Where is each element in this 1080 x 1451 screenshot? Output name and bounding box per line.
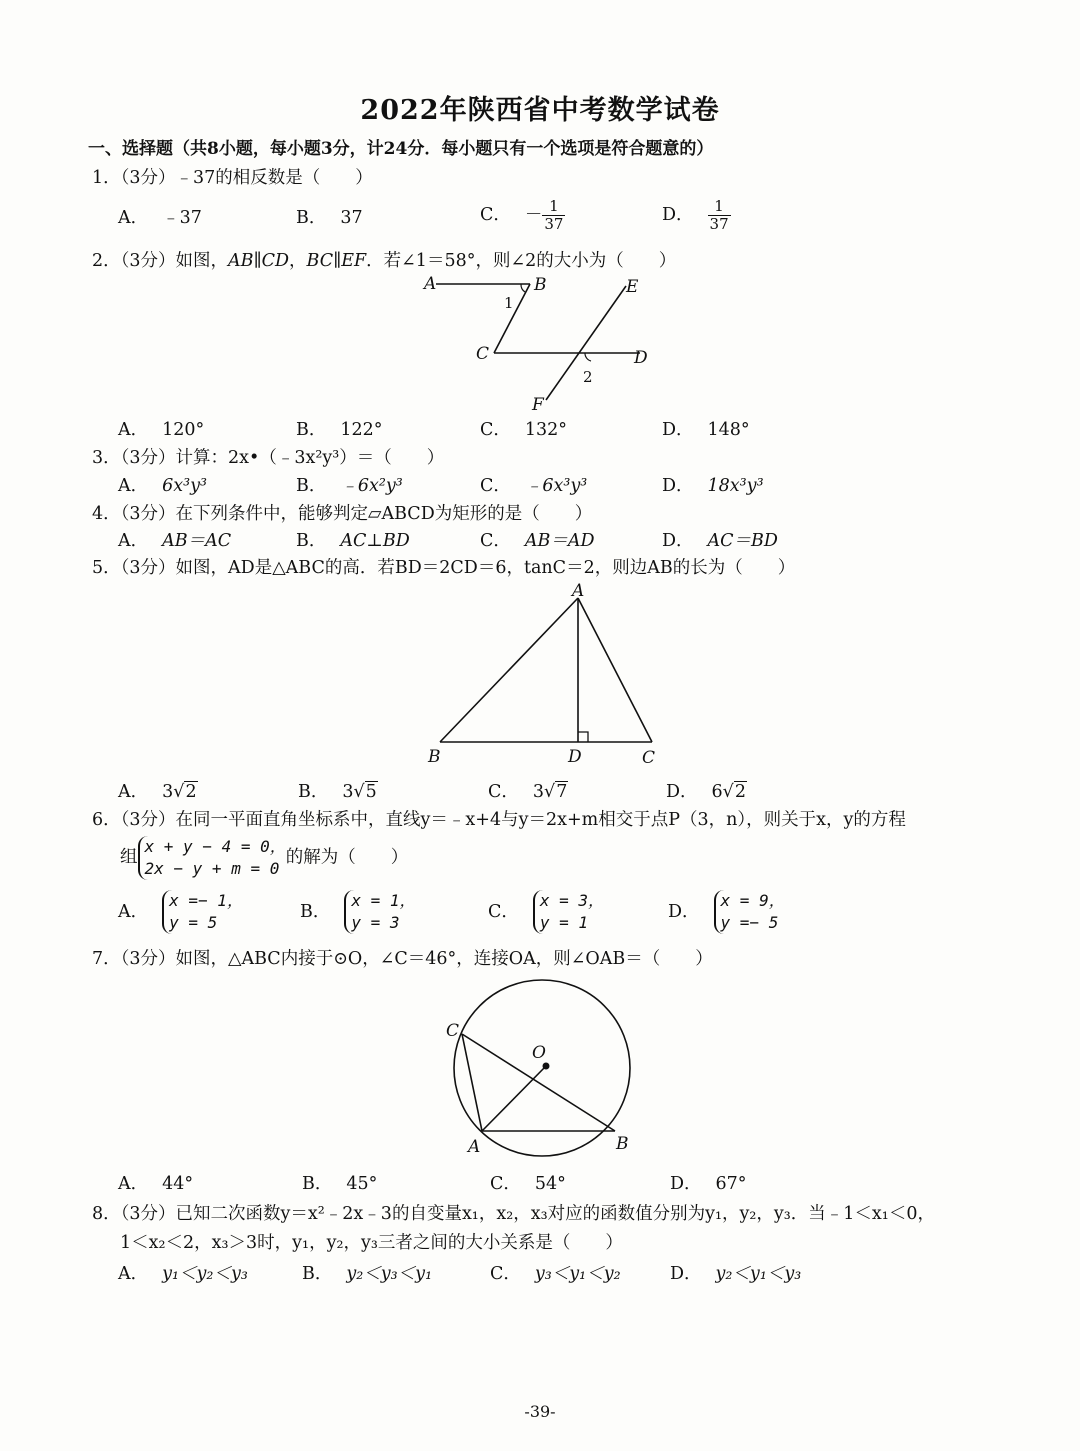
option-b[interactable]: B． y₂＜y₃＜y₁ <box>302 1264 433 1284</box>
option-a[interactable]: A． 3√2 <box>118 782 197 802</box>
question-8-line-2: 1＜x₂＜2，x₃＞3时，y₁，y₂，y₃三者之间的大小关系是（ ） <box>120 1233 623 1253</box>
segment-ac <box>578 598 652 742</box>
triangle-altitude-figure <box>420 582 670 772</box>
angle-2-arc <box>585 353 591 361</box>
option-c[interactable]: C． y₃＜y₁＜y₂ <box>490 1264 621 1284</box>
question-3-options <box>118 472 978 502</box>
question-3: 3．（3分）计算：2x•（﹣3x²y³）＝（ ） <box>92 448 445 468</box>
option-d[interactable]: D． y₂＜y₁＜y₃ <box>670 1264 802 1284</box>
label-d: D <box>568 747 582 767</box>
option-d[interactable]: D． AC＝BD <box>662 531 778 551</box>
option-c[interactable]: C． ﹣6x³y³ <box>480 476 588 496</box>
option-b[interactable]: B． 45° <box>302 1174 378 1194</box>
label-a: A <box>572 582 585 601</box>
option-c[interactable]: C． x = 3， y = 1 <box>488 891 605 932</box>
page-number: -39- <box>524 1402 556 1421</box>
label-a: A <box>468 1137 481 1157</box>
option-b[interactable]: B． ﹣6x²y³ <box>296 476 403 496</box>
section-heading: 一、选择题（共8小题，每小题3分，计24分．每小题只有一个选项是符合题意的） <box>88 139 714 159</box>
option-d[interactable]: D． $\frac{1}{37}$ <box>662 197 729 233</box>
segment-ab <box>440 598 578 742</box>
option-d[interactable]: D． 148° <box>662 420 750 440</box>
label-f: F <box>532 395 544 415</box>
option-a[interactable]: A． 120° <box>118 420 205 440</box>
label-d: D <box>634 348 648 368</box>
option-b[interactable]: B． AC⊥BD <box>296 531 410 551</box>
option-d[interactable]: D． 67° <box>670 1174 747 1194</box>
segment-oa <box>482 1066 546 1131</box>
question-1: 1．（3分）﹣37的相反数是（ ） <box>92 168 373 188</box>
question-6-system: 组 x + y − 4 = 0， 2x − y + m = 0 的解为（ ） <box>120 837 409 878</box>
angle-1-arc <box>521 284 525 292</box>
label-c: C <box>446 1021 460 1041</box>
question-4-options <box>118 527 978 557</box>
option-c[interactable]: C． 54° <box>490 1174 566 1194</box>
question-1-options <box>118 197 978 234</box>
question-5: 5．（3分）如图，AD是△ABC的高．若BD＝2CD＝6，tanC＝2，则边AB的长为（ ） <box>92 558 796 578</box>
question-7: 7．（3分）如图，△ABC内接于⊙O，∠C＝46°，连接OA，则∠OAB＝（ ） <box>92 949 713 969</box>
page-title: 2022年陕西省中考数学试卷 <box>360 95 720 126</box>
option-a[interactable]: A． ﹣37 <box>118 208 202 228</box>
label-angle-2: 2 <box>583 368 593 386</box>
label-e: E <box>626 277 639 297</box>
option-b[interactable]: B． 37 <box>296 208 363 228</box>
label-b: B <box>428 747 441 767</box>
equation-system: x + y − 4 = 0， 2x − y + m = 0 <box>138 836 286 880</box>
option-a[interactable]: A． AB＝AC <box>118 531 232 551</box>
question-8-options <box>118 1260 978 1290</box>
right-angle-mark <box>578 732 588 742</box>
option-b[interactable]: B． 3√5 <box>298 782 377 802</box>
question-7-options <box>118 1170 978 1200</box>
center-point <box>543 1063 550 1070</box>
parallel-lines-figure <box>418 270 658 415</box>
question-6-options <box>118 890 978 938</box>
question-5-options <box>118 778 978 808</box>
option-a[interactable]: A． x =− 1， y = 5 <box>118 891 243 932</box>
question-4: 4．（3分）在下列条件中，能够判定▱ABCD为矩形的是（ ） <box>92 504 593 524</box>
option-b[interactable]: B． x = 1， y = 3 <box>300 891 416 932</box>
option-a[interactable]: A． 44° <box>118 1174 194 1194</box>
option-d[interactable]: D． 18x³y³ <box>662 476 764 496</box>
label-o: O <box>532 1043 546 1063</box>
option-d[interactable]: D． 6√2 <box>666 782 746 802</box>
question-2-options <box>118 416 978 446</box>
option-c[interactable]: C． 3√7 <box>488 782 568 802</box>
option-a[interactable]: A． 6x³y³ <box>118 476 208 496</box>
option-c[interactable]: C． 132° <box>480 420 568 440</box>
option-b[interactable]: B． 122° <box>296 420 383 440</box>
question-2: 2．（3分）如图，AB∥CD，BC∥EF．若∠1＝58°，则∠2的大小为（ ） <box>92 251 677 271</box>
question-6: 6．（3分）在同一平面直角坐标系中，直线y＝﹣x+4与y＝2x+m相交于点P（3，n），则关于x，y的方程 <box>92 810 906 830</box>
inscribed-triangle-figure <box>440 976 650 1166</box>
question-8-line-1: 8．（3分）已知二次函数y＝x²﹣2x﹣3的自变量x₁，x₂，x₃对应的函数值分别为y₁，y₂，y₃．当﹣1＜x₁＜0， <box>92 1204 935 1224</box>
label-b: B <box>534 275 547 295</box>
option-c[interactable]: C． AB＝AD <box>480 531 595 551</box>
option-d[interactable]: D． x = 9， y =− 5 <box>668 891 785 932</box>
label-a: A <box>424 274 437 294</box>
segment-ca <box>462 1034 482 1131</box>
option-c[interactable]: C． － $\frac{1}{37}$ <box>480 197 564 233</box>
label-c: C <box>642 748 656 768</box>
label-b: B <box>616 1134 629 1154</box>
label-angle-1: 1 <box>504 294 514 312</box>
circle-o <box>454 980 630 1156</box>
label-c: C <box>476 344 490 364</box>
option-a[interactable]: A． y₁＜y₂＜y₃ <box>118 1264 248 1284</box>
